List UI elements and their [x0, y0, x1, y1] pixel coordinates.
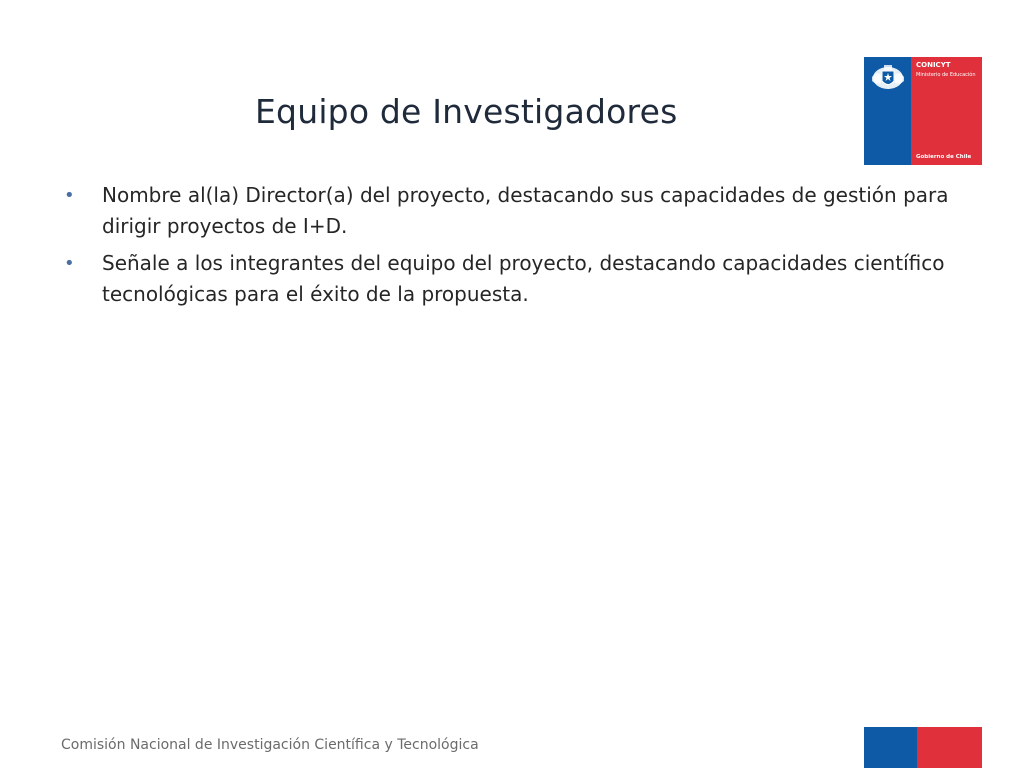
- footer-flag-blue: [864, 727, 917, 768]
- coat-of-arms-icon: [868, 61, 908, 95]
- bullet-text: Señale a los integrantes del equipo del proyecto, destacando capacidades científico tecnológicas para el éxito de la propuesta.: [102, 251, 945, 306]
- footer-flag-red: [917, 727, 982, 768]
- bullet-text: Nombre al(la) Director(a) del proyecto, destacando sus capacidades de gestión para dirigir proyectos de I+D.: [102, 183, 949, 238]
- bullet-icon: •: [64, 185, 75, 206]
- logo-ministry: Ministerio de Educación: [916, 72, 976, 78]
- conicyt-logo: [864, 57, 982, 165]
- footer-flag: [864, 727, 982, 768]
- bullet-icon: •: [64, 253, 75, 274]
- bullet-list: [64, 180, 984, 316]
- bullet-item: [64, 248, 984, 310]
- logo-org-name: CONICYT: [916, 61, 951, 69]
- footer-text: Comisión Nacional de Investigación Científica y Tecnológica: [61, 737, 479, 753]
- slide-title: Equipo de Investigadores: [255, 92, 678, 131]
- bullet-item: [64, 180, 984, 242]
- logo-government: Gobierno de Chile: [916, 154, 972, 160]
